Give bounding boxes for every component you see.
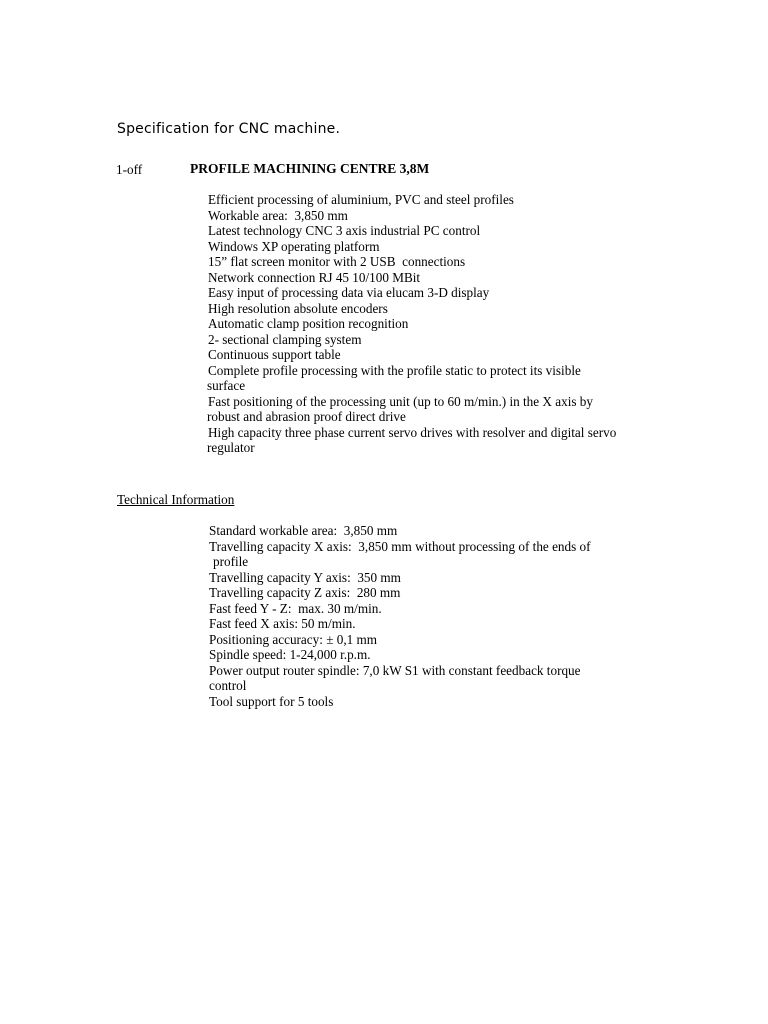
feature-item-text: Latest technology CNC 3 axis industrial PC control [208,223,481,238]
spec-item-continuation: control [209,678,247,693]
spec-item-text: Travelling capacity X axis: 3,850 mm without processing of the ends of [209,538,591,554]
feature-item-text: Easy input of processing data via elucam 3-D display [208,285,490,300]
feature-item [208,192,616,208]
feature-list [208,192,616,456]
feature-item-text: Continuous support table [208,347,341,362]
spec-item-text: Positioning accuracy: ± 0,1 mm [209,631,378,647]
spec-item-text: Fast feed Y - Z: max. 30 m/min. [209,600,382,616]
spec-item-text: Travelling capacity Y axis: 350 mm [209,569,401,585]
feature-item [208,332,616,348]
spec-item [209,585,591,601]
feature-item-text: Fast positioning of the processing unit (up to 60 m/min.) in the X axis by [208,393,593,409]
spec-item-text: Spindle speed: 1-24,000 r.p.m. [209,647,371,662]
spec-item [209,616,591,632]
feature-item [208,254,616,270]
feature-item [208,425,616,456]
feature-item-text: High resolution absolute encoders [208,300,388,316]
spec-item [209,647,591,663]
product-heading: PROFILE MACHINING CENTRE 3,8M [190,161,430,176]
feature-item-text: Complete profile processing with the profile static to protect its visible [208,362,581,378]
feature-item-continuation: robust and abrasion proof direct drive [207,409,406,424]
feature-item-text: Automatic clamp position recognition [208,316,409,331]
spec-item [209,694,591,710]
technical-info-heading: Technical Information [117,492,235,507]
feature-item [208,394,616,425]
document-title: Specification for CNC machine. [117,121,341,137]
spec-item [209,663,591,694]
spec-item-text: Tool support for 5 tools [209,693,334,709]
feature-item-text: Workable area: 3,850 mm [208,207,348,223]
feature-item [208,223,616,239]
spec-item [209,539,591,570]
feature-item-text: 15” flat screen monitor with 2 USB connections [208,254,466,269]
spec-item [209,523,591,539]
spec-item-text: Power output router spindle: 7,0 kW S1 with constant feedback torque [209,662,581,678]
feature-item-text: Windows XP operating platform [208,238,380,254]
feature-item-text: Efficient processing of aluminium, PVC and steel profiles [208,192,514,207]
feature-item [208,316,616,332]
feature-item [208,347,616,363]
feature-item-continuation: surface [207,378,246,393]
feature-item-continuation: regulator [207,440,255,455]
spec-item-text: Travelling capacity Z axis: 280 mm [209,585,401,600]
feature-item [208,285,616,301]
feature-item-text: Network connection RJ 45 10/100 MBit [208,269,421,285]
spec-item-text: Fast feed X axis: 50 m/min. [209,616,356,631]
feature-item-text: High capacity three phase current servo drives with resolver and digital servo [208,424,617,440]
spec-item [209,601,591,617]
quantity-label: 1-off [116,162,143,177]
feature-item-text: 2- sectional clamping system [208,331,362,347]
spec-item-continuation: profile [213,554,249,569]
spec-item [209,570,591,586]
technical-spec-list [209,523,591,709]
feature-item [208,301,616,317]
spec-item [209,632,591,648]
feature-item [208,270,616,286]
feature-item [208,208,616,224]
feature-item [208,239,616,255]
spec-item-text: Standard workable area: 3,850 mm [209,523,398,538]
feature-item [208,363,616,394]
